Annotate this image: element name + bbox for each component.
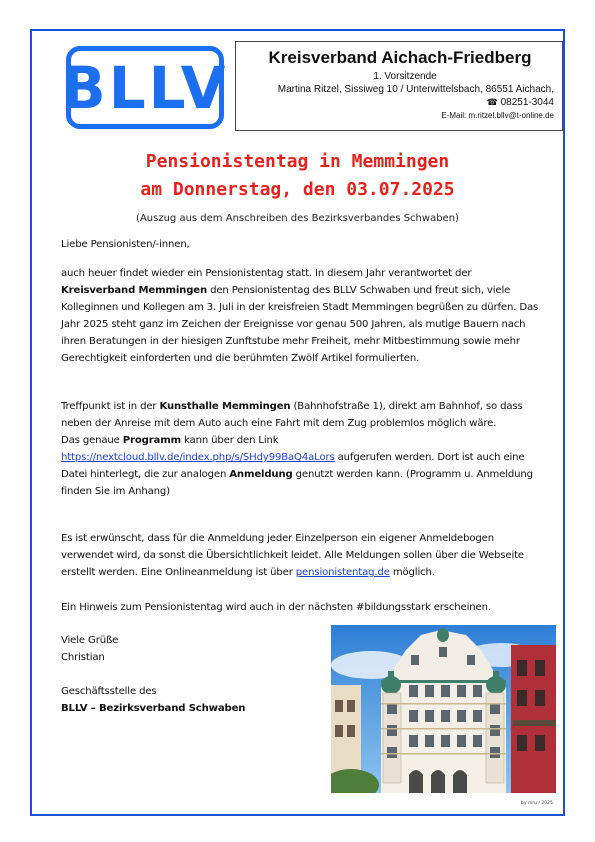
phone-icon: ☎ xyxy=(486,97,498,107)
address: Martina Ritzel, Sissiweg 10 / Unterwittelsbach, 86551 Aichach, xyxy=(277,84,554,95)
paragraph-4: Es ist erwünscht, dass für die Anmeldung jeder Einzelperson ein eigener Anmeldebogen verwendet wird, da sonst die Übersichtlichkeit leidet. Alle Meldungen sollen über die Webseite erstellt werden. Eine Onlineanmeldung ist über pensionistentag.de möglich. xyxy=(61,533,524,578)
office-label: Geschäftsstelle des xyxy=(61,686,157,697)
program-link[interactable]: https://nextcloud.bllv.de/index.php/s/SHdy99BaQ4aLors xyxy=(61,452,335,463)
email: E-Mail: m.ritzel.bllv@t-online.de xyxy=(441,111,554,120)
salutation: Liebe Pensionisten/-innen, xyxy=(61,239,190,250)
bold-programm: Programm xyxy=(122,435,181,446)
memmingen-townhall-photo xyxy=(331,625,556,793)
paragraph-5: Ein Hinweis zum Pensionistentag wird auch in der nächsten #bildungsstark erscheinen. xyxy=(61,602,491,613)
role: 1. Vorsitzende xyxy=(373,71,437,82)
registration-link[interactable]: pensionistentag.de xyxy=(295,567,390,578)
paragraph-2: Treffpunkt ist in der Kunsthalle Memmingen (Bahnhofstraße 1), direkt am Bahnhof, so dass neben der Anreise mit dem Auto auch eine Fahrt mit dem Zug problemlos möglich wäre. Das genaue Programm kann über den Link https://nextcloud.bllv.de/index.php/s/SHdy99BaQ4aLors aufgerufen werden. Dort ist auch eine Datei hinterlegt, die zur analogen Anmeldung genutzt werden kann. (Programm u. Anmeldung finden Sie im Anhang) xyxy=(61,401,533,497)
closing-greeting: Viele Grüße xyxy=(61,635,119,646)
title-line-2: am Donnerstag, den 03.07.2025 xyxy=(140,179,455,200)
bold-kunsthalle: Kunsthalle Memmingen xyxy=(159,401,291,412)
org-name: Kreisverband Aichach-Friedberg xyxy=(268,48,532,67)
title-line-1: Pensionistentag in Memmingen xyxy=(145,151,450,172)
phone: 08251-3044 xyxy=(500,97,554,108)
office-name: BLLV – Bezirksverband Schwaben xyxy=(61,703,246,714)
bold-kreisverband: Kreisverband Memmingen xyxy=(61,285,208,296)
paragraph-1: auch heuer findet wieder ein Pensionistentag statt. In diesem Jahr verantwortet der Kreisverband Memmingen den Pensionistentag des BLLV Schwaben und freut sich, viele Kolleginnen und Kollegen am 3. Juli in der kreisfreien Stadt Memmingen begrüßen zu dürfen. Das Jahr 2025 steht ganz im Zeichen der Ereignisse vor genau 500 Jahren, als mutige Bauern nach ihren Beratungen in der hiesigen Zunftstube mehr Freiheit, mehr Mitbestimmung sowie mehr Gerechtigkeit einforderten und die berühmten Zwölf Artikel formulierten. xyxy=(61,268,539,364)
closing-name: Christian xyxy=(61,652,105,663)
photo-credit: by mru / 2025 xyxy=(521,801,553,806)
logo-text: BLLV xyxy=(61,53,229,122)
bllv-logo xyxy=(61,46,229,129)
subtitle: (Auszug aus dem Anschreiben des Bezirksverbandes Schwaben) xyxy=(136,213,459,224)
bold-anmeldung: Anmeldung xyxy=(229,469,293,480)
letterhead xyxy=(235,41,563,131)
